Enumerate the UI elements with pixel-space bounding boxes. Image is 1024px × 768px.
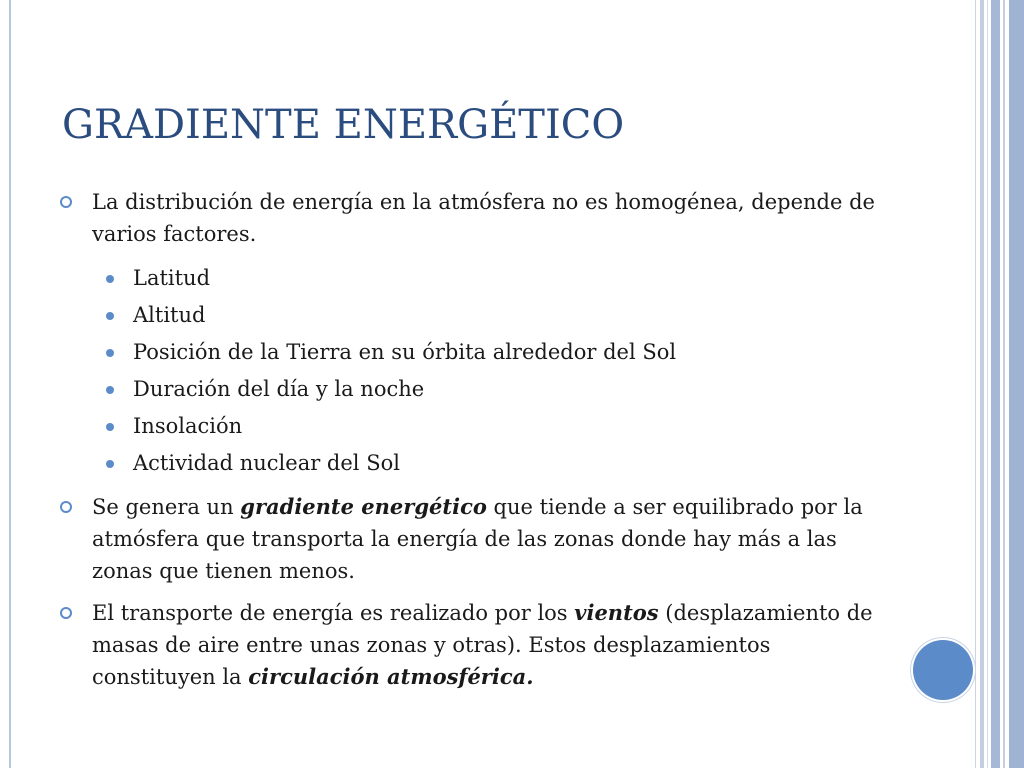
emphasis-vientos: vientos — [574, 600, 659, 625]
bullet-text-start: Se genera un — [92, 495, 241, 519]
list-item — [60, 371, 900, 408]
slide-content — [60, 186, 900, 703]
list-item — [60, 408, 900, 445]
decorative-stripe — [980, 0, 984, 768]
list-item-label: Posición de la Tierra en su órbita alrededor del Sol — [133, 340, 677, 364]
decorative-stripe — [975, 0, 976, 768]
factors-list — [60, 260, 900, 482]
bullet-text: La distribución de energía en la atmósfera no es homogénea, depende de varios factores. — [92, 190, 875, 246]
dot-bullet-icon — [106, 460, 114, 468]
list-item-label: Actividad nuclear del Sol — [133, 451, 400, 475]
ring-bullet-icon — [60, 501, 72, 513]
bullet-text-middle: (desplazamiento de masas de aire entre unas zonas y otras). Estos desplazamientos constituyen la — [92, 601, 873, 689]
bullet-gradient — [60, 491, 900, 587]
dot-bullet-icon — [106, 275, 114, 283]
decorative-circle-icon — [913, 640, 973, 700]
decorative-stripe — [987, 0, 988, 768]
list-item-label: Altitud — [133, 303, 206, 327]
bullet-text-start: El transporte de energía es realizado por los — [92, 601, 575, 625]
decorative-stripe — [991, 0, 1000, 768]
emphasis-circulacion: circulación atmosférica. — [248, 664, 534, 689]
bullet-distribution — [60, 186, 900, 250]
bullet-text-end: que tiende a ser equilibrado por la atmósfera que transporta la energía de las zonas donde hay más a las zonas que tienen menos. — [92, 495, 863, 583]
dot-bullet-icon — [106, 386, 114, 394]
ring-bullet-icon — [60, 607, 72, 619]
dot-bullet-icon — [106, 349, 114, 357]
emphasis-gradient: gradiente energético — [240, 494, 487, 519]
decorative-stripe — [1009, 0, 1024, 768]
slide-title: GRADIENTE ENERGÉTICO — [62, 102, 625, 148]
dot-bullet-icon — [106, 312, 114, 320]
dot-bullet-icon — [106, 423, 114, 431]
list-item-label: Latitud — [133, 266, 211, 290]
list-item — [60, 334, 900, 371]
decorative-stripe — [1003, 0, 1005, 768]
list-item-label: Insolación — [133, 414, 243, 438]
list-item — [60, 297, 900, 334]
list-item-label: Duración del día y la noche — [133, 377, 425, 401]
list-item — [60, 445, 900, 482]
ring-bullet-icon — [60, 196, 72, 208]
left-frame-line — [9, 0, 11, 768]
list-item — [60, 260, 900, 297]
bullet-transport — [60, 597, 900, 693]
